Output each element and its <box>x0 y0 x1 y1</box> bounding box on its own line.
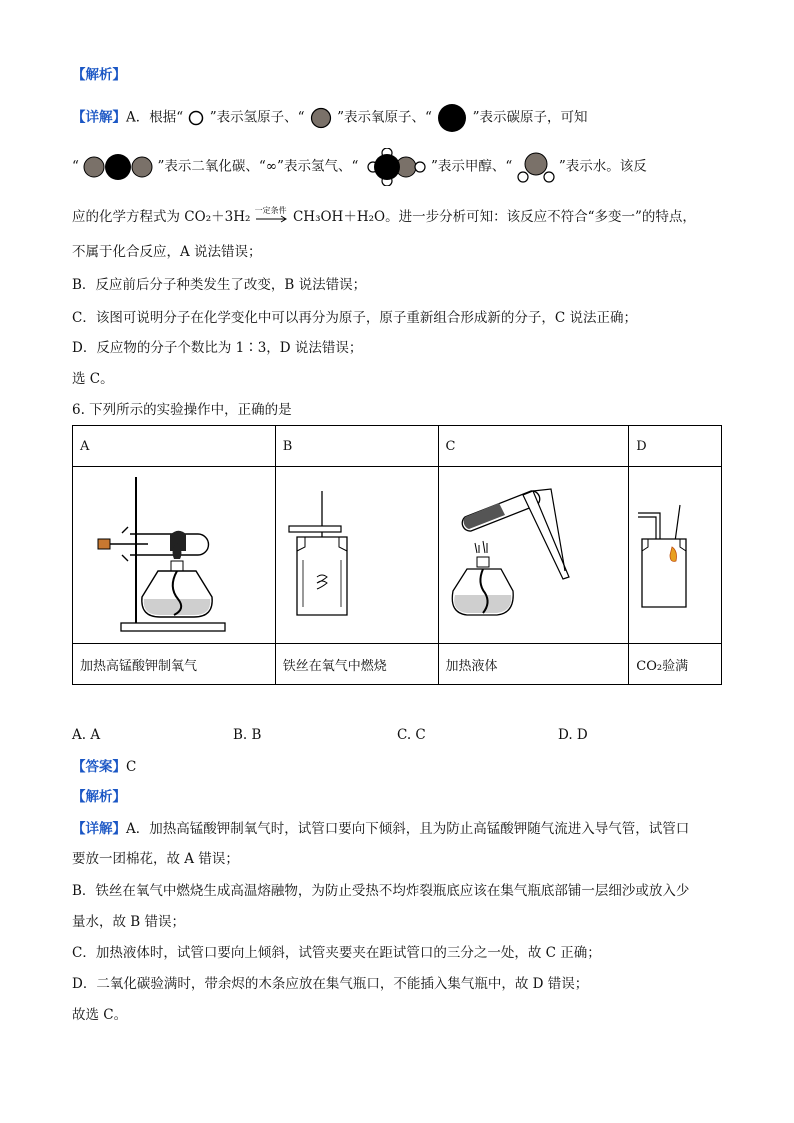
option-b: B. B <box>233 727 262 743</box>
heating-liquid-figure <box>439 467 627 639</box>
q6-explain-line-4: 量水，故 B 错误； <box>72 914 186 930</box>
co2-check-full-figure <box>630 467 720 639</box>
heating-permanganate-apparatus-figure <box>74 467 274 639</box>
q5-line-5: B．反应前后分子种类发生了改变，B 说法错误； <box>72 277 367 293</box>
caption-c: 加热液体 <box>438 644 629 685</box>
explain-tag: 【解析】 <box>72 67 126 83</box>
answer-line: 【答案】C <box>72 759 137 775</box>
q6-stem: 6. 下列所示的实验操作中，正确的是 <box>72 402 292 418</box>
header-b: B <box>275 426 438 467</box>
q6-explain-line-5: C．加热液体时，试管口要向上倾斜，试管夹要夹在距试管口的三分之一处，故 C 正确； <box>72 945 601 961</box>
option-c: C. C <box>397 727 426 743</box>
water-molecule-icon <box>517 150 555 184</box>
q5-line-4: 不属于化合反应，A 说法错误； <box>72 244 262 260</box>
q6-explain-line-7: 故选 C。 <box>72 1007 128 1023</box>
experiment-table <box>72 425 722 685</box>
q5-line-6: C．该图可说明分子在化学变化中可以再分为原子，原子重新组合形成新的分子，C 说法正确； <box>72 310 637 326</box>
reaction-arrow: 一定条件 <box>255 209 289 227</box>
figure-b-cell <box>275 467 438 644</box>
carbon-atom-icon <box>436 102 468 134</box>
q6-explain-line-3: B．铁丝在氧气中燃烧生成高温熔融物，为防止受热不均炸裂瓶底应该在集气瓶底部铺一层细沙或放入少 <box>72 883 690 899</box>
q6-explain-line-1: 【详解】A．加热高锰酸钾制氧气时，试管口要向下倾斜，且为防止高锰酸钾随气流进入导气管，试管口 <box>72 821 690 837</box>
hydrogen-atom-icon <box>187 109 205 127</box>
header-a: A <box>73 426 276 467</box>
carbon-dioxide-molecule-icon <box>83 152 153 182</box>
option-a: A. A <box>72 727 101 743</box>
iron-wire-burning-figure <box>277 467 437 639</box>
methanol-molecule-icon <box>363 148 427 186</box>
q6-explain-tag: 【解析】 <box>72 789 126 805</box>
q6-explain-line-2: 要放一团棉花，故 A 错误； <box>72 851 239 867</box>
q5-line-1: 【详解】A．根据“ ”表示氢原子、“ ”表示氧原子、“ ”表示碳原子，可知 <box>72 102 587 134</box>
q5-line-7: D．反应物的分子个数比为 1∶3，D 说法错误； <box>72 340 363 356</box>
q6-explain-line-6: D．二氧化碳验满时，带余烬的木条应放在集气瓶口，不能插入集气瓶中，故 D 错误； <box>72 976 589 992</box>
figure-d-cell <box>629 467 722 644</box>
oxygen-atom-icon <box>309 106 333 130</box>
caption-a: 加热高锰酸钾制氧气 <box>73 644 276 685</box>
q5-line-8: 选 C。 <box>72 371 114 387</box>
figure-a-cell <box>73 467 276 644</box>
q5-line-2: “ ”表示二氧化碳、“∞”表示氢气、“ ”表示甲醇、“ ”表示水。该反 <box>72 148 647 186</box>
caption-b: 铁丝在氧气中燃烧 <box>275 644 438 685</box>
header-c: C <box>438 426 629 467</box>
figure-c-cell <box>438 467 629 644</box>
option-d: D. D <box>558 727 588 743</box>
caption-d: CO₂验满 <box>629 644 722 685</box>
q5-line-3: 应的化学方程式为 CO₂＋3H₂ 一定条件 CH₃OH＋H₂O。进一步分析可知：该反应不符合“多变一”的特点， <box>72 205 696 225</box>
header-d: D <box>629 426 722 467</box>
